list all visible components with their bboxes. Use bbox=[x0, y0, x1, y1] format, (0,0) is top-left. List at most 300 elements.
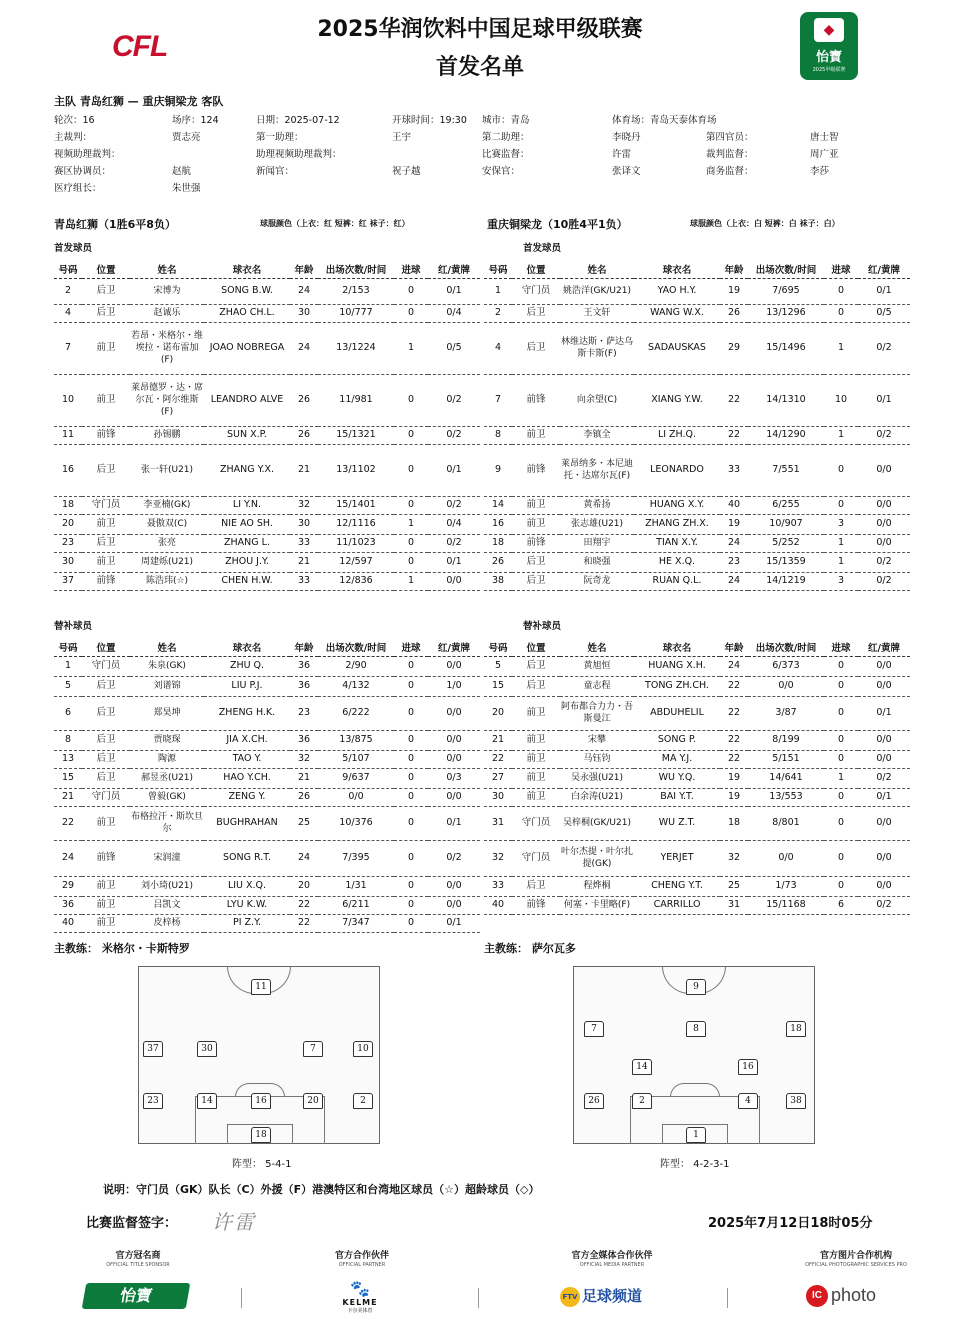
table-cell: 0/0 bbox=[428, 572, 480, 590]
table-cell: 10/907 bbox=[748, 514, 824, 534]
table-cell: 0/0 bbox=[858, 806, 910, 840]
table-cell: 6/222 bbox=[318, 696, 394, 730]
table-cell: WU Z.T. bbox=[634, 806, 720, 840]
column-header: 球衣名 bbox=[634, 638, 720, 656]
table-cell: 0 bbox=[394, 278, 428, 304]
table-cell: 0 bbox=[394, 696, 428, 730]
table-cell: 27 bbox=[484, 768, 512, 788]
match-info-field: 赵航 bbox=[172, 166, 192, 177]
table-cell: 11/1023 bbox=[318, 534, 394, 552]
table-cell: 后卫 bbox=[512, 656, 560, 676]
table-cell: 8/199 bbox=[748, 730, 824, 750]
table-cell: 25 bbox=[290, 806, 318, 840]
table-cell: 7/551 bbox=[748, 444, 824, 496]
table-cell: 2/153 bbox=[318, 278, 394, 304]
away-kit-colors: 球服颜色（上衣：白 短裤：白 袜子：白） bbox=[690, 219, 840, 228]
player-shirt-icon: 16 bbox=[738, 1059, 758, 1075]
table-cell: 22 bbox=[54, 806, 82, 840]
table-cell: 31 bbox=[484, 806, 512, 840]
table-cell: 前卫 bbox=[512, 496, 560, 514]
footer-divider bbox=[478, 1288, 479, 1308]
table-cell: 布格拉汗・斯坎旦尔 bbox=[130, 806, 204, 840]
table-cell: 0 bbox=[394, 750, 428, 768]
table-row bbox=[54, 840, 480, 876]
table-row bbox=[54, 514, 480, 534]
cfl-logo: CFL bbox=[112, 30, 168, 63]
table-cell: 0/0 bbox=[318, 788, 394, 806]
table-cell: 38 bbox=[484, 572, 512, 590]
table-cell: 0/2 bbox=[858, 896, 910, 914]
match-info-field: 裁判监督： bbox=[706, 149, 754, 160]
match-info-field: 第一助理： bbox=[256, 132, 304, 143]
table-cell: HE X.Q. bbox=[634, 552, 720, 572]
table-cell: 前卫 bbox=[82, 322, 130, 374]
table-cell: TIAN X.Y. bbox=[634, 534, 720, 552]
table-cell: 0/2 bbox=[858, 426, 910, 444]
table-cell: 后卫 bbox=[82, 750, 130, 768]
table-cell: BAI Y.T. bbox=[634, 788, 720, 806]
table-cell: 0/2 bbox=[858, 322, 910, 374]
table-cell: 前锋 bbox=[512, 534, 560, 552]
table-cell: 前锋 bbox=[512, 896, 560, 914]
table-cell: 后卫 bbox=[512, 304, 560, 322]
table-cell: XIANG Y.W. bbox=[634, 374, 720, 426]
table-cell: 张亮 bbox=[130, 534, 204, 552]
table-cell: 0/1 bbox=[858, 278, 910, 304]
footer-label-photo-partner bbox=[776, 1248, 936, 1268]
table-row bbox=[54, 322, 480, 374]
table-cell: 前卫 bbox=[512, 750, 560, 768]
away-team-name: 重庆铜梁龙（10胜4平1负） bbox=[487, 218, 628, 231]
match-info-field: 体育场：青岛天泰体育场 bbox=[612, 115, 717, 126]
table-cell: LEANDRO ALVE bbox=[204, 374, 290, 426]
table-cell: 前卫 bbox=[82, 374, 130, 426]
table-cell: 郑昊坤 bbox=[130, 696, 204, 730]
footer-label-cn: 官方图片合作机构 bbox=[819, 1251, 892, 1261]
table-cell: 0/5 bbox=[428, 322, 480, 374]
table-cell: 0 bbox=[824, 840, 858, 876]
column-header: 姓名 bbox=[560, 260, 634, 278]
table-cell: 后卫 bbox=[512, 676, 560, 696]
table-cell: 6 bbox=[824, 896, 858, 914]
column-header: 出场次数/时间 bbox=[318, 638, 394, 656]
table-cell: 童志程 bbox=[560, 676, 634, 696]
column-header: 进球 bbox=[824, 260, 858, 278]
player-shirt-icon: 2 bbox=[353, 1093, 373, 1109]
table-cell: 2 bbox=[484, 304, 512, 322]
table-cell: ZHAO CH.L. bbox=[204, 304, 290, 322]
column-header: 红/黄牌 bbox=[428, 638, 480, 656]
table-cell: 田翔宇 bbox=[560, 534, 634, 552]
table-cell: YERJET bbox=[634, 840, 720, 876]
table-cell: SONG B.W. bbox=[204, 278, 290, 304]
column-header: 进球 bbox=[394, 638, 428, 656]
table-cell: 36 bbox=[290, 676, 318, 696]
table-cell: ABDUHELIL bbox=[634, 696, 720, 730]
table-cell: 0/2 bbox=[858, 572, 910, 590]
table-cell: 0/0 bbox=[858, 444, 910, 496]
table-cell: 0 bbox=[824, 876, 858, 896]
table-cell: 8 bbox=[484, 426, 512, 444]
table-cell: 0/0 bbox=[858, 514, 910, 534]
table-cell: 24 bbox=[290, 322, 318, 374]
table-row bbox=[484, 768, 910, 788]
table-cell: 1/73 bbox=[748, 876, 824, 896]
table-row bbox=[54, 914, 480, 932]
table-cell: 7/395 bbox=[318, 840, 394, 876]
table-cell: 0/2 bbox=[428, 496, 480, 514]
table-cell: YAO H.Y. bbox=[634, 278, 720, 304]
signature-label: 比赛监督签字： bbox=[86, 1216, 178, 1231]
table-cell: 15/1359 bbox=[748, 552, 824, 572]
match-info-field: 唐士智 bbox=[810, 132, 839, 143]
table-row bbox=[54, 676, 480, 696]
table-cell: 1/31 bbox=[318, 876, 394, 896]
match-info-field: 视频助理裁判： bbox=[54, 149, 121, 160]
table-cell: 9 bbox=[484, 444, 512, 496]
player-shirt-icon: 38 bbox=[786, 1093, 806, 1109]
footer-label-en: OFFICIAL PHOTOGRAPHIC SERVICES PRO bbox=[805, 1262, 907, 1268]
table-cell: 22 bbox=[720, 730, 748, 750]
table-cell: 吴梓桐(GK/U21) bbox=[560, 806, 634, 840]
player-shirt-icon: 4 bbox=[738, 1093, 758, 1109]
table-row bbox=[54, 572, 480, 590]
player-shirt-icon: 20 bbox=[303, 1093, 323, 1109]
table-cell: 24 bbox=[290, 840, 318, 876]
table-cell: 15/1168 bbox=[748, 896, 824, 914]
ic-photo-logo-name: photo bbox=[831, 1285, 877, 1305]
column-header: 出场次数/时间 bbox=[318, 260, 394, 278]
table-cell: 0 bbox=[394, 788, 428, 806]
table-cell: 0/0 bbox=[428, 788, 480, 806]
table-cell: 0/1 bbox=[428, 552, 480, 572]
column-header: 姓名 bbox=[130, 260, 204, 278]
footer-label-title-sponsor bbox=[58, 1248, 218, 1268]
table-cell: 6/373 bbox=[748, 656, 824, 676]
signature-scrawl: 许雷 bbox=[212, 1210, 256, 1234]
table-cell: 0/1 bbox=[428, 444, 480, 496]
table-cell: 6/255 bbox=[748, 496, 824, 514]
table-cell: 21 bbox=[484, 730, 512, 750]
table-cell: 20 bbox=[54, 514, 82, 534]
table-cell: NIE AO SH. bbox=[204, 514, 290, 534]
table-cell: 后卫 bbox=[512, 322, 560, 374]
table-cell: 0 bbox=[394, 806, 428, 840]
home-subs-table bbox=[54, 638, 480, 933]
table-cell: 10/777 bbox=[318, 304, 394, 322]
table-cell: 前卫 bbox=[82, 514, 130, 534]
table-cell: SONG P. bbox=[634, 730, 720, 750]
sponsor-badge-sub: 2025甲级联赛 bbox=[812, 67, 846, 73]
table-cell: 3/87 bbox=[748, 696, 824, 730]
table-row bbox=[54, 496, 480, 514]
match-info-row bbox=[54, 163, 914, 180]
table-cell: 若昂・米格尔・维埃拉・诺布雷加(F) bbox=[130, 322, 204, 374]
table-cell: 孙锡鹏 bbox=[130, 426, 204, 444]
table-cell: 0 bbox=[824, 304, 858, 322]
table-cell: 23 bbox=[290, 696, 318, 730]
table-cell: 0/0 bbox=[428, 696, 480, 730]
table-cell: 1 bbox=[484, 278, 512, 304]
table-cell: 0 bbox=[824, 444, 858, 496]
table-cell: 13/553 bbox=[748, 788, 824, 806]
table-cell: 前锋 bbox=[82, 572, 130, 590]
table-cell: 33 bbox=[290, 534, 318, 552]
table-cell: 0/1 bbox=[858, 788, 910, 806]
table-cell: 0 bbox=[824, 676, 858, 696]
table-row bbox=[484, 572, 910, 590]
table-cell: 0 bbox=[394, 676, 428, 696]
away-subs-label: 替补球员 bbox=[523, 621, 562, 632]
table-cell: 阮奇龙 bbox=[560, 572, 634, 590]
footer-label-cn: 官方合作伙伴 bbox=[334, 1251, 389, 1261]
table-cell: 19 bbox=[720, 768, 748, 788]
table-cell: 叶尔杰提・叶尔扎提(GK) bbox=[560, 840, 634, 876]
player-shirt-icon: 18 bbox=[786, 1021, 806, 1037]
table-cell: PI Z.Y. bbox=[204, 914, 290, 932]
match-info-field: 第四官员： bbox=[706, 132, 754, 143]
table-cell: 0/0 bbox=[428, 750, 480, 768]
table-cell: 向余望(C) bbox=[560, 374, 634, 426]
table-cell: ZHU Q. bbox=[204, 656, 290, 676]
table-header-row bbox=[54, 638, 480, 656]
table-cell: 0 bbox=[394, 534, 428, 552]
table-cell: 0/2 bbox=[428, 534, 480, 552]
table-cell: 0/0 bbox=[428, 656, 480, 676]
table-row bbox=[54, 374, 480, 426]
table-cell: 23 bbox=[720, 552, 748, 572]
table-cell: 0 bbox=[394, 840, 428, 876]
table-cell: ZHOU J.Y. bbox=[204, 552, 290, 572]
table-cell: 0/1 bbox=[428, 806, 480, 840]
table-cell: 前卫 bbox=[512, 768, 560, 788]
table-cell: 0/2 bbox=[858, 768, 910, 788]
away-starters-label: 首发球员 bbox=[523, 243, 562, 254]
table-cell: 10 bbox=[824, 374, 858, 426]
table-row bbox=[484, 552, 910, 572]
table-cell: CARRILLO bbox=[634, 896, 720, 914]
table-cell: 前锋 bbox=[512, 444, 560, 496]
table-cell: 宋攀 bbox=[560, 730, 634, 750]
match-info-row bbox=[54, 180, 914, 197]
column-header: 号码 bbox=[484, 638, 512, 656]
table-cell: 守门员 bbox=[82, 788, 130, 806]
table-cell: LIU P.J. bbox=[204, 676, 290, 696]
table-cell: 聂傲双(C) bbox=[130, 514, 204, 534]
column-header: 号码 bbox=[484, 260, 512, 278]
footer-label-cn: 官方全媒体合作伙伴 bbox=[571, 1251, 653, 1261]
column-header: 球衣名 bbox=[204, 260, 290, 278]
table-cell: 0 bbox=[824, 696, 858, 730]
table-cell: 22 bbox=[290, 914, 318, 932]
player-shirt-icon: 7 bbox=[584, 1021, 604, 1037]
table-cell: 7/347 bbox=[318, 914, 394, 932]
table-row bbox=[54, 552, 480, 572]
table-cell: 14/1310 bbox=[748, 374, 824, 426]
home-starters-label: 首发球员 bbox=[54, 243, 93, 254]
table-cell: 0/4 bbox=[428, 304, 480, 322]
table-cell: 0 bbox=[394, 896, 428, 914]
sponsor-badge-name: 怡寶 bbox=[815, 50, 842, 65]
table-cell: 0 bbox=[824, 278, 858, 304]
table-cell: 22 bbox=[720, 426, 748, 444]
table-cell: 26 bbox=[484, 552, 512, 572]
table-cell: 0 bbox=[824, 788, 858, 806]
player-shirt-icon: 14 bbox=[632, 1059, 652, 1075]
table-cell: 周建烁(U21) bbox=[130, 552, 204, 572]
footer-divider bbox=[241, 1288, 242, 1308]
player-shirt-icon: 7 bbox=[303, 1041, 323, 1057]
player-shirt-icon: 8 bbox=[686, 1021, 706, 1037]
table-cell: 后卫 bbox=[82, 278, 130, 304]
table-cell: 7 bbox=[54, 322, 82, 374]
table-cell: 5 bbox=[484, 656, 512, 676]
table-cell: 12/597 bbox=[318, 552, 394, 572]
table-cell: 后卫 bbox=[512, 552, 560, 572]
table-cell: 刘谱锦 bbox=[130, 676, 204, 696]
table-row bbox=[484, 896, 910, 914]
away-formation-pitch bbox=[573, 966, 815, 1144]
table-cell: HUANG X.Y. bbox=[634, 496, 720, 514]
table-cell: 后卫 bbox=[512, 876, 560, 896]
match-info-field: 李莎 bbox=[810, 166, 830, 177]
table-cell: 守门员 bbox=[512, 806, 560, 840]
table-cell: 1 bbox=[824, 768, 858, 788]
match-info-field: 李晓丹 bbox=[612, 132, 641, 143]
table-row bbox=[484, 750, 910, 768]
table-cell: 0/0 bbox=[858, 840, 910, 876]
table-row bbox=[484, 304, 910, 322]
table-cell: 15/1401 bbox=[318, 496, 394, 514]
footer-label-en: OFFICIAL TITLE SPONSOR bbox=[106, 1262, 170, 1268]
table-cell: 0 bbox=[824, 656, 858, 676]
table-cell: 22 bbox=[720, 696, 748, 730]
footer-label-cn: 官方冠名商 bbox=[115, 1251, 161, 1261]
table-cell: 1 bbox=[394, 514, 428, 534]
table-cell: 李镇全 bbox=[560, 426, 634, 444]
table-cell: 36 bbox=[54, 896, 82, 914]
table-cell: HUANG X.H. bbox=[634, 656, 720, 676]
table-cell: 后卫 bbox=[82, 534, 130, 552]
table-cell: WANG W.X. bbox=[634, 304, 720, 322]
table-cell: 18 bbox=[484, 534, 512, 552]
home-team-name: 青岛红狮（1胜6平8负） bbox=[54, 218, 176, 231]
table-cell: 21 bbox=[290, 444, 318, 496]
table-cell: 3 bbox=[824, 572, 858, 590]
match-info-field: 主裁判： bbox=[54, 132, 93, 143]
player-shirt-icon: 14 bbox=[197, 1093, 217, 1109]
footer-label-partner bbox=[282, 1248, 442, 1268]
column-header: 年龄 bbox=[290, 638, 318, 656]
table-cell: 0/0 bbox=[858, 730, 910, 750]
table-cell: 后卫 bbox=[82, 730, 130, 750]
table-row bbox=[484, 788, 910, 806]
table-cell: 14 bbox=[484, 496, 512, 514]
table-cell: 前卫 bbox=[82, 876, 130, 896]
table-cell: 前卫 bbox=[512, 514, 560, 534]
table-cell: 40 bbox=[54, 914, 82, 932]
table-cell: 0 bbox=[394, 552, 428, 572]
table-cell: 王文轩 bbox=[560, 304, 634, 322]
kelme-logo-name: KELME bbox=[342, 1298, 378, 1307]
table-cell: 1 bbox=[394, 572, 428, 590]
table-cell: 后卫 bbox=[82, 676, 130, 696]
table-cell: 黄旭恒 bbox=[560, 656, 634, 676]
table-row bbox=[54, 876, 480, 896]
table-cell: 26 bbox=[290, 374, 318, 426]
table-cell: 32 bbox=[290, 496, 318, 514]
match-info-field: 张译文 bbox=[612, 166, 641, 177]
column-header: 球衣名 bbox=[634, 260, 720, 278]
table-cell: 0/3 bbox=[428, 768, 480, 788]
match-info-field: 朱世强 bbox=[172, 183, 201, 194]
table-cell: 阿布都合力力・吾斯曼江 bbox=[560, 696, 634, 730]
table-cell: 10/376 bbox=[318, 806, 394, 840]
table-row bbox=[484, 840, 910, 876]
match-title: 主队 青岛红狮 — 重庆铜梁龙 客队 bbox=[54, 95, 224, 108]
table-cell: 11 bbox=[54, 426, 82, 444]
table-cell: 19 bbox=[720, 514, 748, 534]
table-cell: 4/132 bbox=[318, 676, 394, 696]
table-row bbox=[484, 514, 910, 534]
home-formation-pitch bbox=[138, 966, 380, 1144]
column-header: 年龄 bbox=[290, 260, 318, 278]
table-cell: ZENG Y. bbox=[204, 788, 290, 806]
table-cell: 后卫 bbox=[82, 444, 130, 496]
match-info-field: 医疗组长： bbox=[54, 183, 102, 194]
table-cell: 8/801 bbox=[748, 806, 824, 840]
ic-badge-icon: IC bbox=[806, 1285, 828, 1307]
table-cell: 36 bbox=[290, 656, 318, 676]
away-starters-table bbox=[484, 260, 910, 591]
table-cell: 11/981 bbox=[318, 374, 394, 426]
table-cell: 白余涛(U21) bbox=[560, 788, 634, 806]
table-cell: 24 bbox=[54, 840, 82, 876]
table-cell: 李亚楠(GK) bbox=[130, 496, 204, 514]
table-header-row bbox=[54, 260, 480, 278]
table-cell: 程烨桐 bbox=[560, 876, 634, 896]
table-cell: 0/0 bbox=[858, 534, 910, 552]
table-cell: WU Y.Q. bbox=[634, 768, 720, 788]
table-cell: 0 bbox=[394, 768, 428, 788]
table-cell: 24 bbox=[720, 534, 748, 552]
table-row bbox=[484, 444, 910, 496]
column-header: 位置 bbox=[82, 638, 130, 656]
player-shirt-icon: 9 bbox=[686, 979, 706, 995]
table-cell: 13/1296 bbox=[748, 304, 824, 322]
table-cell: 前卫 bbox=[82, 896, 130, 914]
table-cell: ZHENG H.K. bbox=[204, 696, 290, 730]
table-cell: 后卫 bbox=[82, 768, 130, 788]
match-info-field: 祝子越 bbox=[392, 166, 421, 177]
table-cell: 0 bbox=[394, 374, 428, 426]
table-cell: 0/2 bbox=[428, 374, 480, 426]
match-info-field: 赛区协调员： bbox=[54, 166, 112, 177]
column-header: 年龄 bbox=[720, 638, 748, 656]
match-info-field: 日期：2025-07-12 bbox=[256, 115, 340, 126]
match-info-field: 贾志亮 bbox=[172, 132, 201, 143]
column-header: 出场次数/时间 bbox=[748, 260, 824, 278]
table-cell: 26 bbox=[720, 304, 748, 322]
table-cell: 5/252 bbox=[748, 534, 824, 552]
table-cell: 刘小琦(U21) bbox=[130, 876, 204, 896]
table-cell: 莱昂纳多・本尼迪托・达席尔瓦(F) bbox=[560, 444, 634, 496]
table-cell: 23 bbox=[54, 534, 82, 552]
table-cell: 13/1224 bbox=[318, 322, 394, 374]
table-cell: 前锋 bbox=[82, 426, 130, 444]
match-info-field: 助理视频助理裁判： bbox=[256, 149, 342, 160]
table-cell: CHENG Y.T. bbox=[634, 876, 720, 896]
